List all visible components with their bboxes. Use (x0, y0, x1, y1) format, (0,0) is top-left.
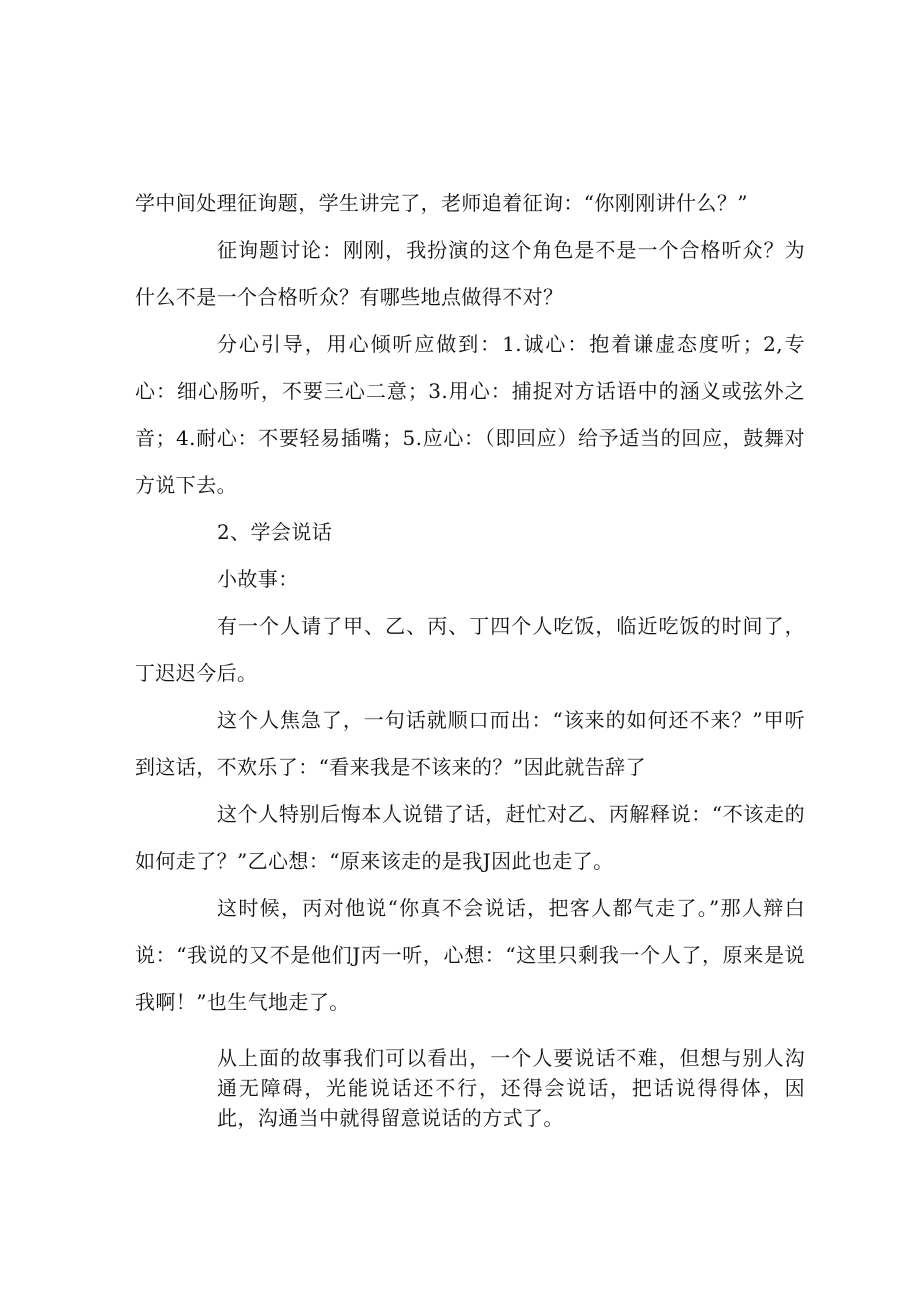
paragraph-discussion-question: 征询题讨论：刚刚，我扮演的这个角色是不是一个合格听众？为什么不是一个合格听众？有哪些地点做得不对？ (135, 238, 805, 309)
conclusion-paragraph: 从上面的故事我们可以看出，一个人要说话不难，但想与别人沟通无障碍，光能说话还不行，还得会说话，把话说得得体，因此，沟通当中就得留意说话的方式了。 (217, 1046, 805, 1130)
paragraph-listening-guidance: 分心引导，用心倾听应做到：1.诚心：抱着谦虚态度听；2,专心：细心肠听，不要三心二意；3.用心：捕捉对方话语中的涵义或弦外之音；4.耐心：不要轻易插嘴；5.应心：（即回应）给予适当的回应，鼓舞对方说下去。 (135, 332, 805, 497)
story-label: 小故事： (217, 567, 299, 591)
story-paragraph-dinner: 有一个人请了甲、乙、丙、丁四个人吃饭，临近吃饭的时间了，丁迟迟今后。 (135, 614, 805, 685)
story-paragraph-jia-leaves: 这个人焦急了，一句话就顺口而出：“该来的如何还不来？”甲听到这话，不欢乐了：“看来我是不该来的？”因此就告辞了 (135, 708, 805, 779)
section-heading-learn-to-speak: 2、学会说话 (217, 520, 333, 544)
story-paragraph-yi-leaves: 这个人特别后悔本人说错了话，赶忙对乙、丙解释说：“不该走的如何走了？”乙心想：“原来该走的是我J因此也走了。 (135, 802, 805, 873)
story-paragraph-bing-leaves: 这时候，丙对他说“你真不会说话，把客人都气走了。”那人辩白说：“我说的又不是他们J丙一听，心想：“这里只剩我一个人了，原来是说我啊！”也生气地走了。 (135, 896, 805, 1014)
paragraph-listening-question: 学中间处理征询题，学生讲完了，老师追着征询：“你刚刚讲什么？” (135, 191, 748, 215)
